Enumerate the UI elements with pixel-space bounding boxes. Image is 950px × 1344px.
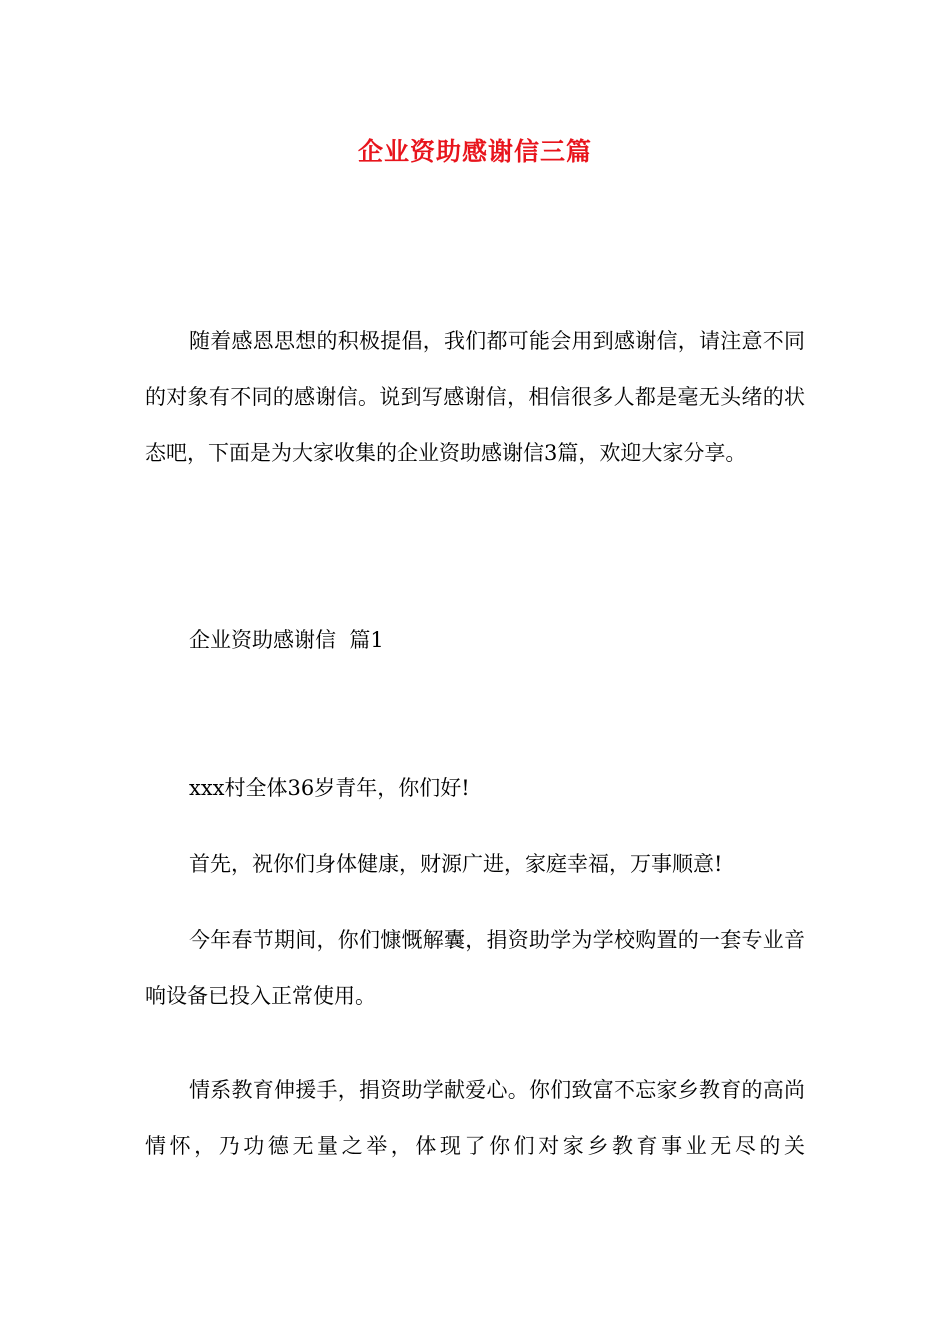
section-heading: 企业资助感谢信 篇1 [189, 628, 384, 652]
gratitude-paragraph: 情系教育伸援手，捐资助学献爱心。你们致富不忘家乡教育的高尚情怀，乃功德无量之举，体现了你们对家乡教育事业无尽的关 [145, 1078, 805, 1158]
salutation-paragraph: xxx村全体36岁青年，你们好! [189, 776, 470, 800]
intro-paragraph: 随着感恩思想的积极提倡，我们都可能会用到感谢信，请注意不同的对象有不同的感谢信。说到写感谢信，相信很多人都是毫无头绪的状态吧，下面是为大家收集的企业资助感谢信3篇，欢迎大家分享。 [145, 329, 805, 465]
document-title: 企业资助感谢信三篇 [357, 137, 592, 166]
donation-paragraph: 今年春节期间，你们慷慨解囊，捐资助学为学校购置的一套专业音响设备已投入正常使用。 [145, 928, 805, 1008]
wish-paragraph: 首先，祝你们身体健康，财源广进，家庭幸福，万事顺意! [189, 852, 723, 876]
